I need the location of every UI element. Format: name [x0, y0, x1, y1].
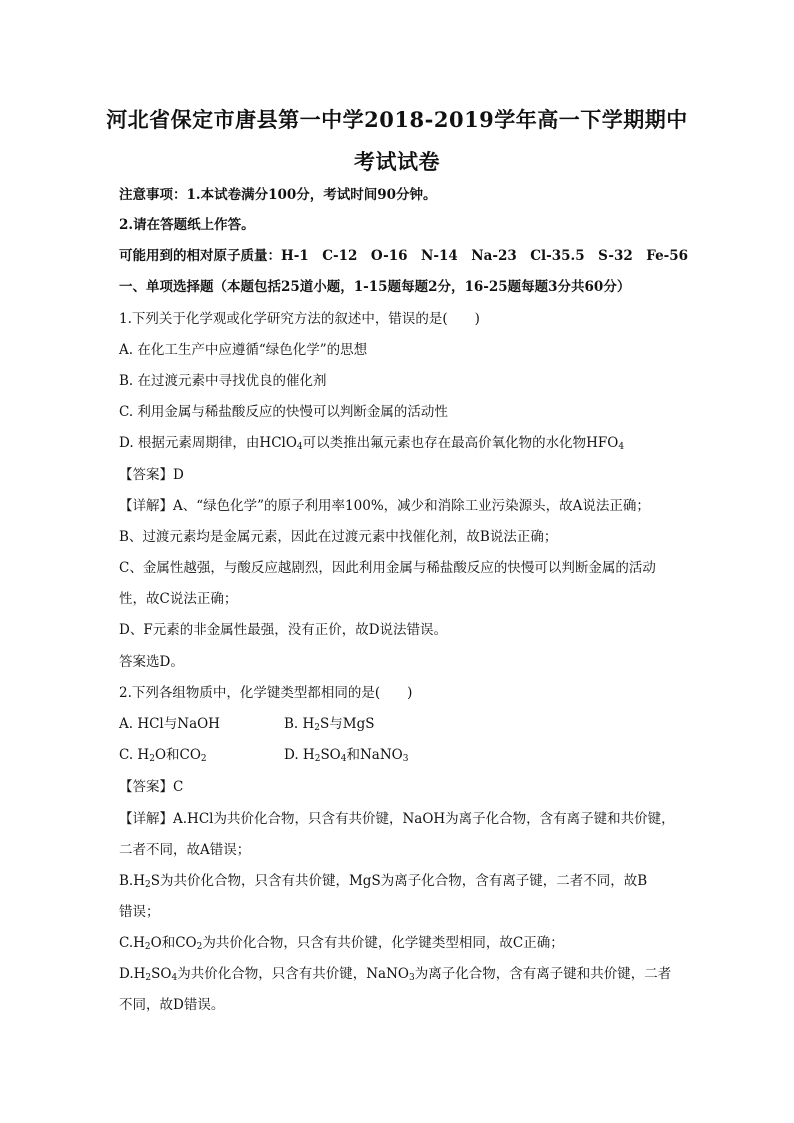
question-2-option-a: A. HCl与NaOH — [119, 716, 220, 732]
question-1-option-c: C. 利用金属与稀盐酸反应的快慢可以判断金属的活动性 — [119, 404, 448, 420]
question-1-explain-6: 答案选D。 — [119, 654, 184, 670]
question-1-stem: 1.下列关于化学观或化学研究方法的叙述中，错误的是( ) — [119, 311, 480, 327]
question-2-option-d: D. $H_2SO_4$和NaNO$_3$ — [284, 747, 409, 764]
question-2-explain-6: $D.H_2SO_4$为共价化合物，只含有共价键，NaNO$_3$为离子化合物，含有离子键和共价键，二者 — [119, 966, 672, 983]
question-1-explain-3: C、金属性越强，与酸反应越剧烈，因此利用金属与稀盐酸反应的快慢可以判断金属的活动 — [119, 560, 656, 576]
question-1-explain-1: 【详解】A、“绿色化学”的原子利用率100%，减少和消除工业污染源头，故A说法正确； — [119, 498, 650, 514]
notice-line-2: 2.请在答题纸上作答。 — [119, 217, 255, 233]
question-2-options-ab — [119, 715, 679, 733]
atomic-masses: 可能用到的相对原子质量：H-1 C-12 O-16 N-14 Na-23 Cl-35.5 S-32 Fe-56 — [119, 248, 689, 264]
question-2-explain-5: $C.H_2O$和$CO_2$为共价化合物，只含有共价键，化学键类型相同，故C正确； — [119, 935, 564, 952]
question-2-stem: 2.下列各组物质中，化学键类型都相同的是( ) — [119, 685, 413, 701]
question-2-options-cd — [119, 746, 679, 764]
page-title: 河北省保定市唐县第一中学2018-2019学年高一下学期期中 — [106, 107, 688, 132]
question-2-option-c: C. $H_2O$和$CO_2$ — [119, 747, 207, 764]
question-2-explain-1: 【详解】A.HCl为共价化合物，只含有共价键，NaOH为离子化合物，含有离子键和共价键， — [119, 811, 675, 827]
question-1-explain-2: B、过渡元素均是金属元素，因此在过渡元素中找催化剂，故B说法正确； — [119, 529, 558, 545]
question-2-answer: 【答案】C — [119, 779, 184, 795]
question-1-explain-5: D、F元素的非金属性最强，没有正价，故D说法错误。 — [119, 622, 448, 638]
question-2-explain-7: 不同，故D错误。 — [119, 997, 225, 1013]
notice-line-1: 注意事项：1.本试卷满分100分，考试时间90分钟。 — [119, 187, 437, 203]
section-heading: 一、单项选择题（本题包括25道小题，1-15题每题2分，16-25题每题3分共60分） — [119, 279, 631, 295]
question-1-option-a: A. 在化工生产中应遵循“绿色化学”的思想 — [119, 342, 368, 358]
question-1-option-b: B. 在过渡元素中寻找优良的催化剂 — [119, 373, 327, 389]
question-2-explain-4: 错误； — [119, 904, 160, 920]
page-title-line2: 考试试卷 — [354, 149, 440, 174]
question-1-explain-4: 性，故C说法正确； — [119, 591, 238, 607]
question-1-option-d: D. 根据元素周期律，由HClO$_4$可以类推出氟元素也存在最高价氧化物的水化物$HFO_4$ — [119, 435, 625, 452]
question-2-option-b: B. $H_2S$与MgS — [284, 716, 375, 733]
question-1-answer: 【答案】D — [119, 467, 184, 483]
question-2-explain-2: 二者不同，故A错误； — [119, 842, 251, 858]
question-2-explain-3: $B.H_2S$为共价化合物，只含有共价键，MgS为离子化合物，含有离子键，二者不同，故B — [119, 873, 648, 890]
